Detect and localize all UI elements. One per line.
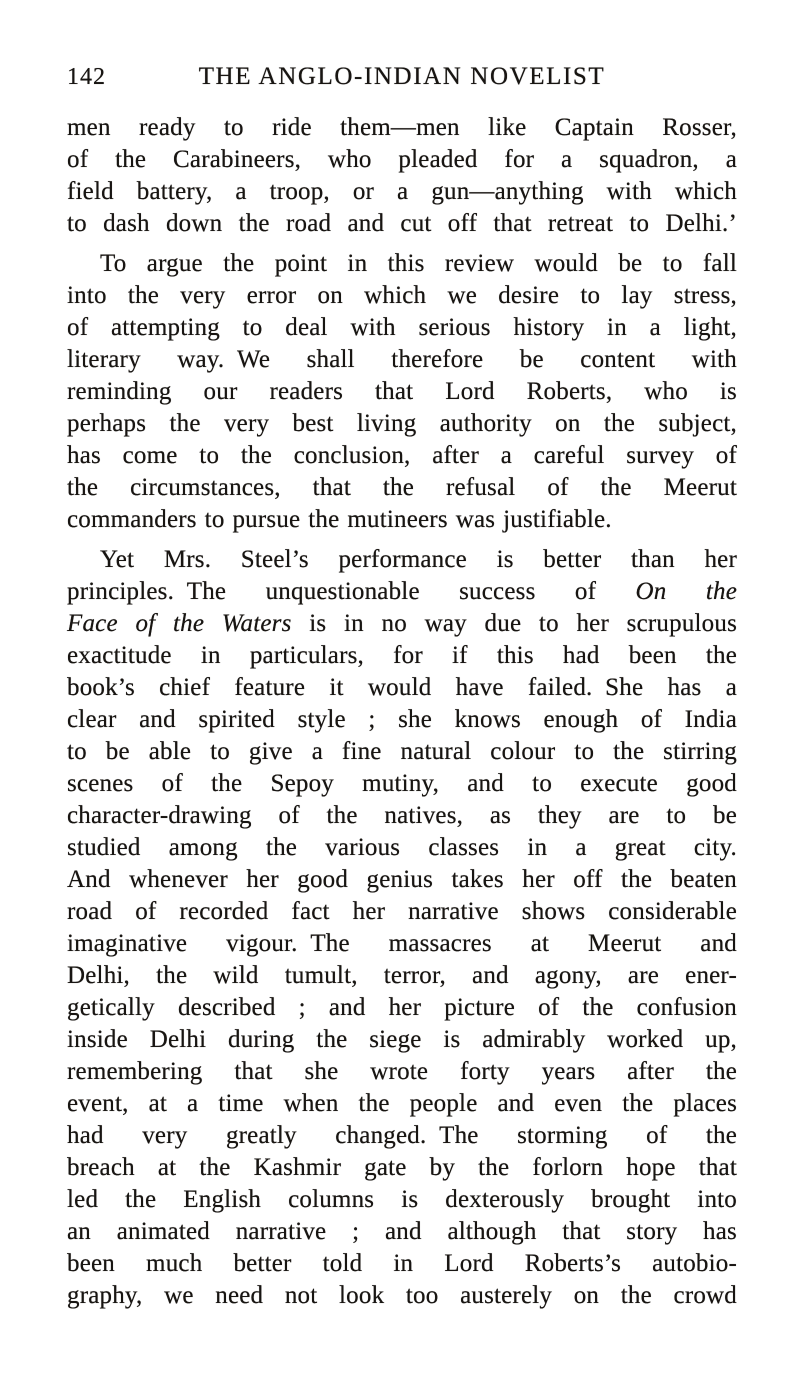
text-line: Face of the Waters is in no way due to her scrupulous xyxy=(67,610,737,637)
page-number: 142 xyxy=(67,64,106,90)
text-line: character-drawing of the natives, as they are to be xyxy=(67,802,737,829)
text-line: reminding our readers that Lord Roberts, who is xyxy=(67,378,737,405)
text-line: of attempting to deal with serious history in a light, xyxy=(67,314,737,341)
paragraph xyxy=(67,112,737,240)
text-line: perhaps the very best living authority on the subject, xyxy=(67,410,737,437)
text-line: to dash down the road and cut off that retreat to Delhi.’ xyxy=(67,210,737,237)
text-line: getically described ; and her picture of the confusion xyxy=(67,994,737,1021)
text-line: To argue the point in this review would be to fall xyxy=(100,250,737,277)
text-line: principles. The unquestionable success of On the xyxy=(67,578,737,605)
text-line: Delhi, the wild tumult, terror, and agony, are ener- xyxy=(67,962,737,989)
paragraph xyxy=(67,544,737,1312)
text-line: to be able to give a fine natural colour to the stirring xyxy=(67,738,737,765)
text-line: has come to the conclusion, after a careful survey of xyxy=(67,442,737,469)
text-line: exactitude in particulars, for if this had been the xyxy=(67,642,737,669)
text-line: field battery, a troop, or a gun—anything with which xyxy=(67,178,737,205)
text-line: event, at a time when the people and even the places xyxy=(67,1090,737,1117)
text-line: clear and spirited style ; she knows enough of India xyxy=(67,706,737,733)
text-line: inside Delhi during the siege is admirably worked up, xyxy=(67,1026,737,1053)
paragraph xyxy=(67,248,737,536)
text-line: road of recorded fact her narrative shows considerable xyxy=(67,898,737,925)
text-line: Yet Mrs. Steel’s performance is better than her xyxy=(100,546,737,573)
page-header xyxy=(67,60,737,94)
running-title: THE ANGLO-INDIAN NOVELIST xyxy=(198,63,606,90)
text-line: an animated narrative ; and although that story has xyxy=(67,1218,737,1245)
text-line: breach at the Kashmir gate by the forlorn hope that xyxy=(67,1154,737,1181)
text-line: been much better told in Lord Roberts’s autobio- xyxy=(67,1250,737,1277)
text-line: the circumstances, that the refusal of the Meerut xyxy=(67,474,737,501)
text-line: remembering that she wrote forty years after the xyxy=(67,1058,737,1085)
text-line: scenes of the Sepoy mutiny, and to execute good xyxy=(67,770,737,797)
text-line: studied among the various classes in a great city. xyxy=(67,834,737,861)
text-line: book’s chief feature it would have failed. She has a xyxy=(67,674,737,701)
text-line: graphy, we need not look too austerely on the crowd xyxy=(67,1282,737,1309)
text-line: And whenever her good genius takes her off the beaten xyxy=(67,866,737,893)
text-line: led the English columns is dexterously brought into xyxy=(67,1186,737,1213)
text-line: imaginative vigour. The massacres at Meerut and xyxy=(67,930,737,957)
text-line: literary way. We shall therefore be content with xyxy=(67,346,737,373)
text-line: had very greatly changed. The storming of the xyxy=(67,1122,737,1149)
page-body xyxy=(67,112,737,1312)
text-line: men ready to ride them—men like Captain Rosser, xyxy=(67,114,737,141)
text-line: of the Carabineers, who pleaded for a squadron, a xyxy=(67,146,737,173)
text-line: commanders to pursue the mutineers was justifiable. xyxy=(67,506,612,533)
text-line: into the very error on which we desire to lay stress, xyxy=(67,282,737,309)
